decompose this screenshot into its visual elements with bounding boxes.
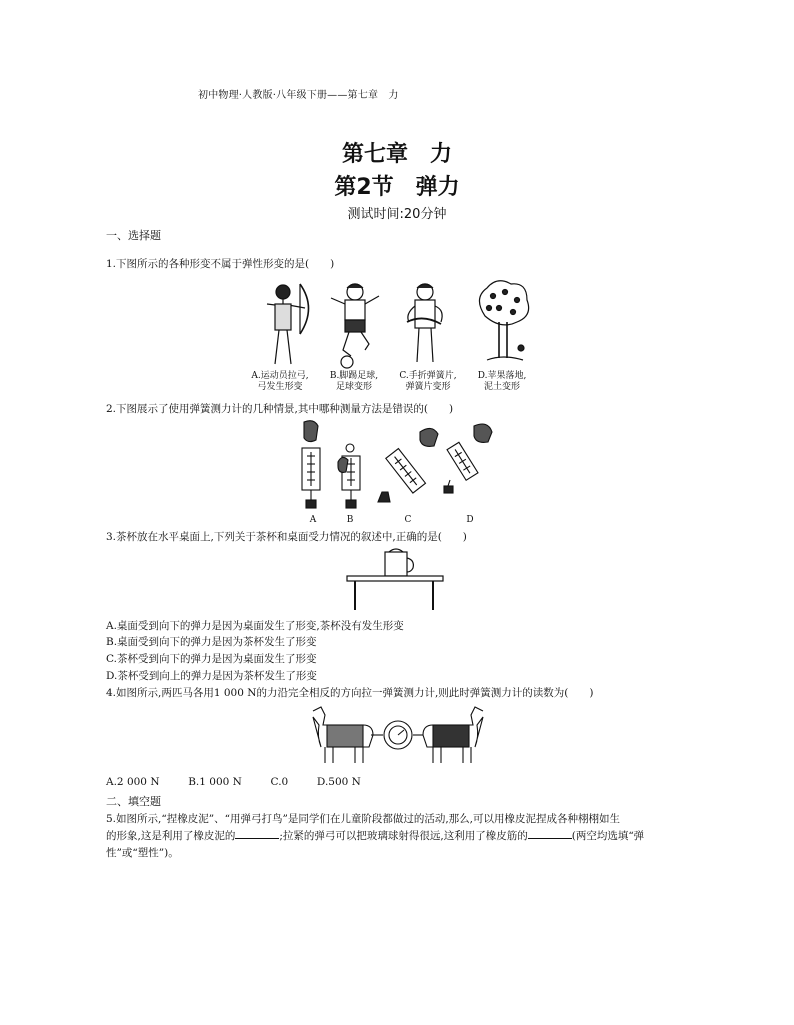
apple-tree-illustration bbox=[479, 281, 528, 360]
question-1-text: 1.下图所示的各种形变不属于弹性形变的是( ) bbox=[106, 258, 335, 270]
q5-text-c: (两空均选填“弹 bbox=[571, 830, 645, 842]
q1-caption-d: D.苹果落地, 泥土变形 bbox=[477, 371, 527, 392]
q3-option-a: A.桌面受到向下的弹力是因为桌面发生了形变,茶杯没有发生形变 bbox=[106, 620, 404, 632]
q2-label-c: C bbox=[404, 515, 412, 525]
table-cup-figure bbox=[345, 546, 445, 612]
archer-illustration bbox=[267, 284, 309, 364]
question-2-text: 2.下图展示了使用弹簧测力计的几种情景,其中哪种测量方法是错误的( ) bbox=[106, 403, 454, 415]
q4-option-c: C.0 bbox=[270, 776, 289, 788]
q2-label-b: B bbox=[346, 515, 354, 525]
q3-option-d: D.茶杯受到向上的弹力是因为茶杯发生了形变 bbox=[106, 670, 317, 682]
q5-text-a: 的形象,这是利用了橡皮泥的 bbox=[106, 830, 236, 842]
spring-strip-illustration bbox=[407, 284, 442, 362]
q1-caption-a: A.运动员拉弓, 弓发生形变 bbox=[251, 371, 309, 392]
question-3-text: 3.茶杯放在水平桌面上,下列关于茶杯和桌面受力情况的叙述中,正确的是( ) bbox=[106, 531, 467, 543]
q4-options bbox=[106, 776, 361, 788]
q5-text-b: ;拉紧的弹弓可以把玻璃球射得很远,这利用了橡皮筋的 bbox=[279, 830, 528, 842]
section-choice-heading: 一、选择题 bbox=[106, 229, 161, 242]
right-horse-shape bbox=[423, 707, 483, 763]
question-5-line-2 bbox=[106, 828, 644, 843]
chapter-title: 第七章 力 bbox=[341, 142, 452, 167]
section-title: 第2节 弹力 bbox=[334, 175, 460, 200]
football-kick-illustration bbox=[331, 284, 379, 368]
running-header: 初中物理·人教版·八年级下册——第七章 力 bbox=[198, 90, 399, 101]
left-horse-shape bbox=[313, 707, 373, 763]
q4-option-d: D.500 N bbox=[316, 776, 361, 788]
table-top bbox=[347, 576, 443, 581]
spring-scale-a bbox=[302, 421, 320, 508]
q1-caption-b: B.脚踢足球, 足球变形 bbox=[329, 371, 379, 392]
spring-scale-d bbox=[444, 424, 492, 493]
q2-figure bbox=[290, 418, 500, 514]
q2-label-a: A bbox=[309, 515, 317, 525]
q5-blank-1[interactable] bbox=[235, 828, 279, 839]
question-5-line-3: 性”或“塑性”)。 bbox=[106, 847, 179, 859]
q4-option-b: B.1 000 N bbox=[188, 776, 242, 788]
cup-shape bbox=[385, 552, 407, 576]
q3-option-c: C.茶杯受到向下的弹力是因为桌面发生了形变 bbox=[106, 653, 317, 665]
horses-figure bbox=[303, 703, 493, 771]
spring-scale-b bbox=[338, 444, 360, 508]
q3-option-b: B.桌面受到向下的弹力是因为茶杯发生了形变 bbox=[106, 636, 317, 648]
q4-option-a: A.2 000 N bbox=[106, 776, 160, 788]
section-fill-heading: 二、填空题 bbox=[106, 795, 161, 808]
question-5-line-1: 5.如图所示,“捏橡皮泥”、“用弹弓打鸟”是同学们在儿童阶段都做过的活动,那么,可以用橡皮泥捏成各种栩栩如生 bbox=[106, 813, 621, 825]
question-4-text: 4.如图所示,两匹马各用1 000 N的力沿完全相反的方向拉一弹簧测力计,则此时弹簧测力计的读数为( ) bbox=[106, 687, 594, 699]
test-time: 测试时间:20分钟 bbox=[347, 207, 447, 222]
q1-figure bbox=[255, 278, 545, 370]
q2-label-d: D bbox=[466, 515, 474, 525]
q1-caption-c: C.手折弹簧片, 弹簧片变形 bbox=[399, 371, 457, 392]
q5-blank-2[interactable] bbox=[528, 828, 572, 839]
spring-scale-c bbox=[378, 428, 438, 502]
